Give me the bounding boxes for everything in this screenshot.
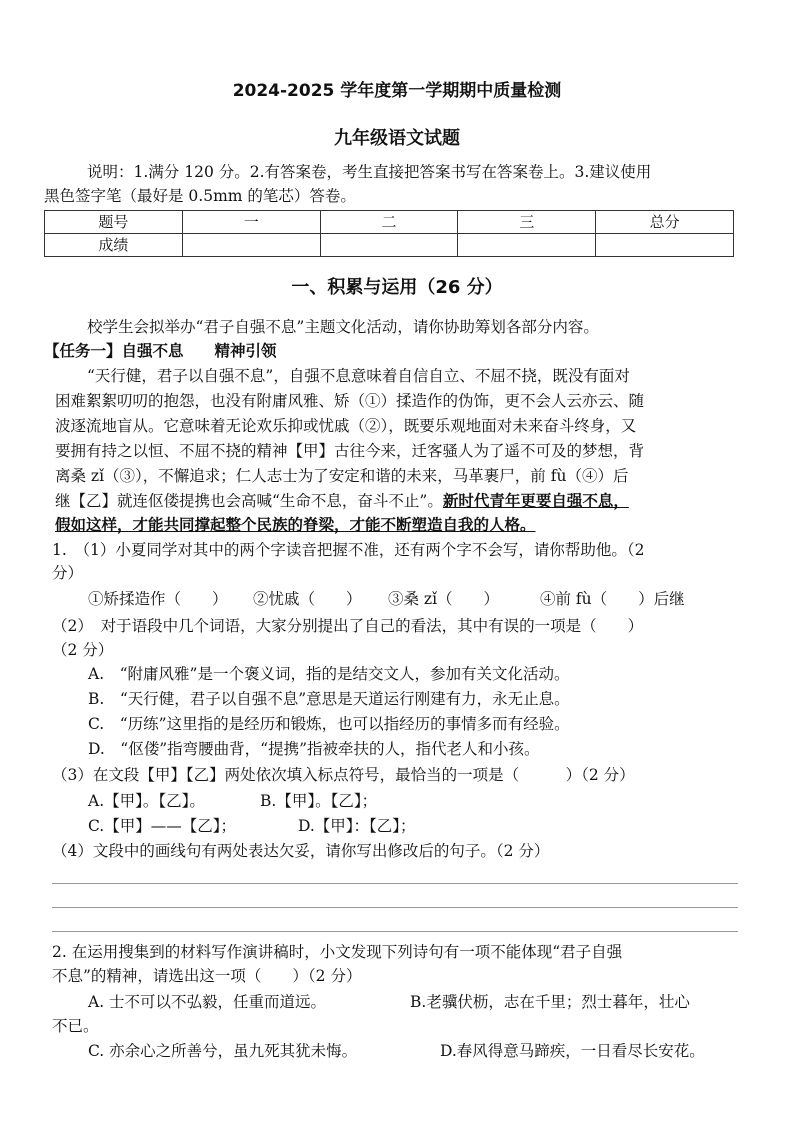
q1-fill-item: ①矫揉造作（ ） (88, 590, 228, 608)
score-table (44, 210, 734, 257)
q1-stem-cont: 分） (52, 564, 84, 582)
q1-sub3-option-a: A.【甲】。【乙】。 (88, 792, 205, 810)
q1-sub2-option-d: D. “伛偻”指弯腰曲背，“提携”指被牵扶的人，指代老人和小孩。 (88, 740, 540, 758)
score-header-cell: 三 (458, 211, 596, 234)
q1-sub2-stem-cont: （2 分） (52, 641, 114, 659)
task1-title: 【任务一】自强不息 精神引领 (44, 342, 277, 360)
underlined-sentence: 新时代青年更要自强不息， (442, 492, 629, 510)
passage-line-6-text: 继【乙】就连伛偻提携也会高喊“生命不息，奋斗不止”。 (55, 492, 443, 510)
q1-stem: 1. （1）小夏同学对其中的两个字读音把握不准，还有两个字不会写，请你帮助他。（2 (52, 541, 645, 559)
q2-option-a: A. 士不可以不弘毅，任重而道远。 (88, 993, 327, 1011)
answer-line (52, 883, 738, 884)
passage-line: “天行健，君子以自强不息”，自强不息意味着自信自立、不屈不挠，既没有面对 (87, 367, 630, 385)
score-header-cell: 一 (182, 211, 320, 234)
score-cell (596, 234, 734, 257)
q1-fill-item: ③桑 zǐ（ ） (388, 590, 500, 608)
score-cell (182, 234, 320, 257)
q1-sub2-option-b: B. “天行健，君子以自强不息”意思是天道运行刚建有力，永无止息。 (88, 690, 570, 708)
section-intro: 校学生会拟举办“君子自强不息”主题文化活动，请你协助筹划各部分内容。 (87, 318, 599, 336)
score-table-header-row (45, 211, 734, 234)
q1-sub2-option-c: C. “历练”这里指的是经历和锻炼，也可以指经历的事情多而有经验。 (88, 715, 570, 733)
q2-option-c: C. 亦余心之所善兮，虽九死其犹未悔。 (88, 1042, 358, 1060)
score-table-score-row (45, 234, 734, 257)
score-header-cell: 二 (320, 211, 458, 234)
passage-line: 困难絮絮叨叨的抱怨，也没有附庸风雅、矫（①）揉造作的伪饰，更不会人云亦云、随 (55, 392, 645, 410)
instructions-line-1: 说明：1.满分 120 分。2.有答案卷，考生直接把答案书写在答案卷上。3.建议使用 (87, 163, 652, 181)
underlined-sentence-cont: 假如这样，才能共同撑起整个民族的脊梁，才能不断塑造自我的人格。 (55, 516, 536, 534)
score-cell (320, 234, 458, 257)
q1-sub3-option-d: D.【甲】：【乙】； (298, 817, 416, 835)
q2-option-b: B.老骥伏枥，志在千里；烈士暮年，壮心 (410, 993, 690, 1011)
score-cell (458, 234, 596, 257)
q1-sub3-option-b: B.【甲】。【乙】； (260, 792, 378, 810)
exam-subtitle: 九年级语文试题 (334, 128, 460, 149)
q1-sub3-stem: （3）在文段【甲】【乙】两处依次填入标点符号，最恰当的一项是（ ）（2 分） (52, 766, 635, 784)
q2-stem: 2. 在运用搜集到的材料写作演讲稿时，小文发现下列诗句有一项不能体现“君子自强 (52, 943, 623, 961)
instructions-line-2: 黑色签字笔（最好是 0.5mm 的笔芯）答卷。 (44, 187, 356, 205)
passage-line-6 (55, 489, 746, 513)
q1-fill-item: ④前 fù（ ）后继 (540, 590, 685, 608)
score-row-label: 成绩 (45, 234, 183, 257)
exam-title: 2024-2025 学年度第一学期期中质量检测 (232, 81, 562, 101)
passage-line: 离桑 zǐ（③），不懈追求；仁人志士为了安定和谐的未来，马革裹尸，前 fù（④）后 (55, 467, 629, 485)
score-header-cell: 总分 (596, 211, 734, 234)
q1-sub4-stem: （4）文段中的画线句有两处表达欠妥，请你写出修改后的句子。（2 分） (52, 842, 550, 860)
section-heading: 一、积累与运用（26 分） (291, 277, 503, 298)
answer-line (52, 907, 738, 908)
q1-sub2-stem: （2） 对于语段中几个词语，大家分别提出了自己的看法，其中有误的一项是（ ） (52, 617, 644, 635)
passage-line: 要拥有持之以恒、不屈不挠的精神【甲】古往今来，迁客骚人为了遥不可及的梦想，背 (55, 442, 645, 460)
passage-line: 波逐流地盲从。它意味着无论欢乐抑或忧戚（②），既要乐观地面对未来奋斗终身，又 (55, 417, 637, 435)
q2-option-d: D.春风得意马蹄疾，一日看尽长安花。 (440, 1042, 705, 1060)
q2-option-b-cont: 不已。 (52, 1017, 99, 1035)
score-header-cell: 题号 (45, 211, 183, 234)
q1-sub3-option-c: C.【甲】——【乙】； (88, 817, 236, 835)
q2-stem-cont: 不息”的精神，请选出这一项（ ）（2 分） (52, 967, 362, 985)
q1-sub2-option-a: A. “附庸风雅”是一个褒义词，指的是结交文人，参加有关文化活动。 (88, 665, 570, 683)
q1-fill-item: ②忧戚（ ） (253, 590, 362, 608)
answer-line (52, 931, 738, 932)
